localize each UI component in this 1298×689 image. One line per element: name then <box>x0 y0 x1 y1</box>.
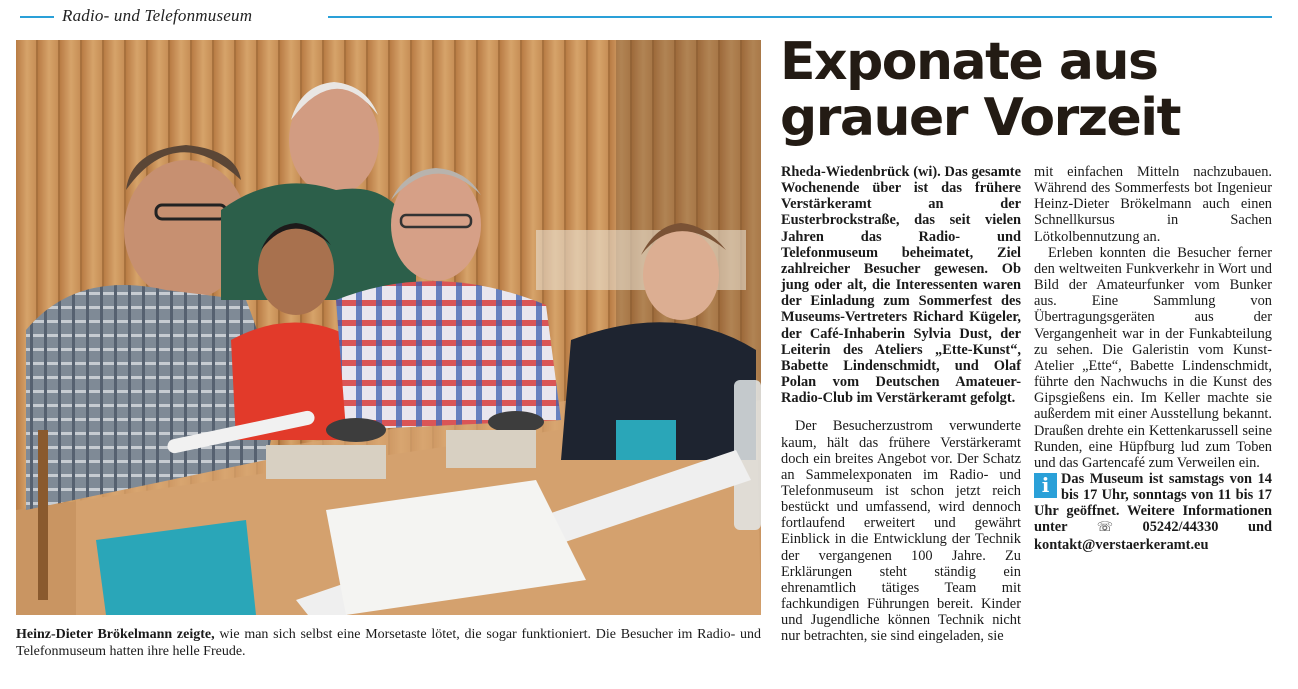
article-paragraph-1-continued: mit einfachen Mitteln nachzubauen. Während des Sommerfests bot Ingenieur Heinz-Dieter Brökelmann auch einen Schnellkursus in Sachen Lötkolbennutzung an. <box>1034 164 1272 245</box>
article-photo <box>16 40 761 615</box>
article-column-2 <box>1034 164 1272 553</box>
headline <box>780 34 1280 146</box>
headline-line1: Exponate aus <box>780 32 1158 92</box>
article-paragraph-1: Der Besucherzustrom verwunderte kaum, hält das frühere Verstärkeramt doch ein breites Angebot vor. Der Schatz an Sammelexponaten im Radio- und Telefonmuseum ist schon jetzt reich bestückt und umfassend, wird dennoch fortlaufend erweitert und gewährt Einblick in die Entwicklung der Technik der vergangenen 100 Jahre. Zu Erklärungen steht ständig ein ehrenamtlich tätiges Team mit fachkundigen Führungen bereit. Kinder und Jugendliche können Technik nicht nur betrachten, sie sind eingeladen, sie <box>781 418 1021 645</box>
caption-text: wie man sich selbst eine Morsetaste lötet, die sogar funktioniert. Die Besucher im Radio- und Telefonmuseum hatten ihre helle Freude. <box>16 627 761 659</box>
article-lead: Rheda-Wiedenbrück (wi). Das gesamte Wochenende über ist das frühere Verstärkeramt an der Eusterbrockstraße, das seit vielen Jahren das Radio- und Telefonmuseum beheimatet, Ziel zahlreicher Besucher gewesen. Ob jung oder alt, die Interessenten waren der Einladung zum Sommerfest des Museums-Vertreters Richard Kügeler, der Café-Inhaberin Sylvia Dust, der Leiterin des Ateliers „Ette-Kunst“, Babette Lindenschmidt, und Olaf Polan vom Deutschen Amateuer-Radio-Club im Verstärkeramt gefolgt. <box>781 164 1021 407</box>
photo-caption <box>16 626 761 660</box>
info-text: Das Museum ist samstags von 14 bis 17 Uhr, sonntags von 11 bis 17 Uhr geöffnet. Weitere Informationen unter <box>1034 470 1272 536</box>
header-rule-right <box>328 16 1272 18</box>
section-header <box>20 6 1272 28</box>
info-phone: 05242/44330 <box>1142 519 1219 536</box>
caption-bold: Heinz-Dieter Brökelmann zeigte, <box>16 627 215 642</box>
museum-info-box <box>1034 471 1272 553</box>
article-paragraph-2: Erleben konnten die Besucher ferner den weltweiten Funkverkehr in Wort und Bild der Amateurfunker vom Bunker aus. Eine Sammlung von Übertragungsgeräten aus der Vergangenheit war in der Funkabteilung zu sehen. Die Galeristin vom Kunst-Atelier „Ette“, Babette Lindenschmidt, führte den Nachwuchs in die Kunst des Gipsgießens ein. Im Keller machte sie außerdem mit einer Ausstellung bekannt. Draußen drehte ein Kettenkarussell seine Runden, eine Hüpfburg lud zum Toben und das Gartencafé zum Verweilen ein. <box>1034 244 1272 471</box>
photo-soldering-workshop <box>16 40 761 615</box>
article-column-1 <box>781 164 1021 645</box>
section-title: Radio- und Telefonmuseum <box>62 6 253 25</box>
info-icon: i <box>1034 473 1057 498</box>
header-rule-left <box>20 16 54 18</box>
info-contact[interactable]: und kontakt@verstaerkeramt.eu <box>1034 519 1272 553</box>
phone-icon: ☏ <box>1096 520 1114 536</box>
headline-line2: grauer Vorzeit <box>780 88 1180 148</box>
